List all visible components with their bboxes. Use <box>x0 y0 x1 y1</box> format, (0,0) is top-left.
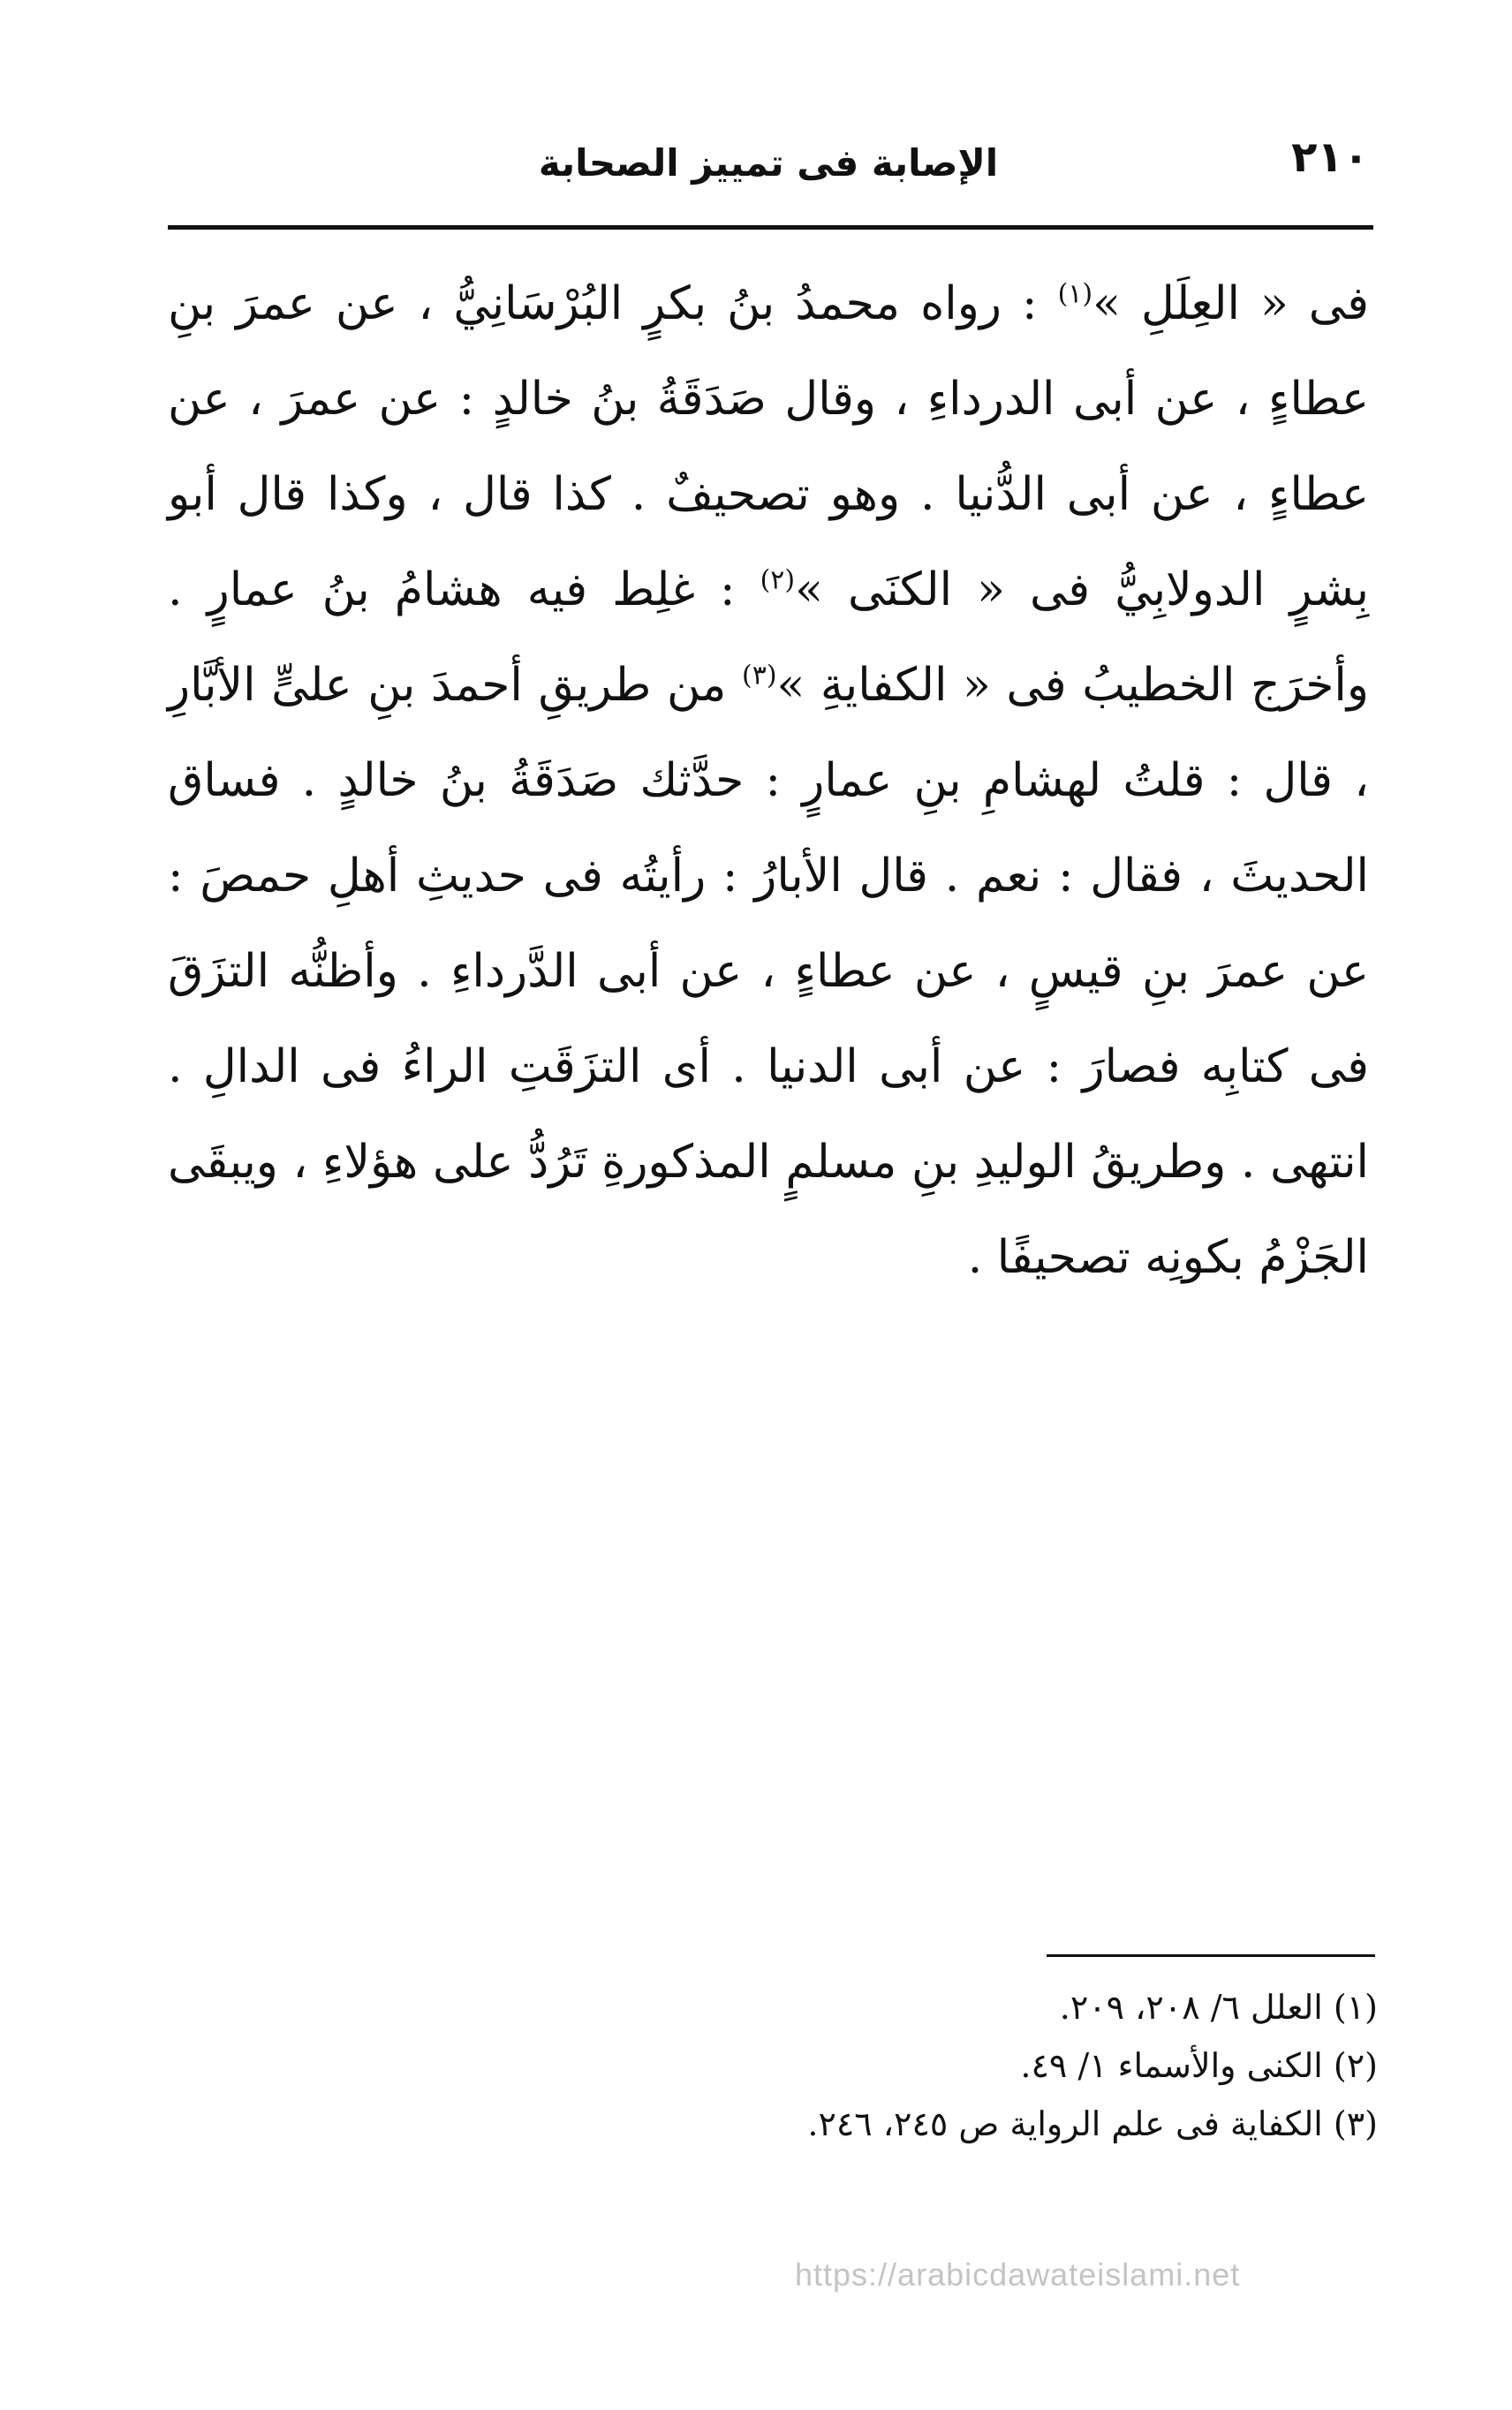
footnote-ref-1: (١) <box>1057 278 1093 310</box>
footnote-ref-3: (٣) <box>741 660 777 691</box>
body-segment-2: : رواه محمدُ بنُ بكرٍ البُرْسَانِيُّ ، عن عمرَ بنِ عطاءٍ ، عن أبى الدرداءِ ، وقال صَدَقَةُ بنُ خالدٍ : عن عمرَ ، عن عطاءٍ ، عن أبى الدُّنيا . وهو تصحيفٌ . كذا قال ، وكذا قال أبو بِشرٍ الدولابِيُّ فى « الكنَى » <box>168 277 1369 616</box>
watermark: https://arabicdawateislami.net <box>795 2256 1241 2293</box>
page-header <box>168 132 1369 203</box>
main-text <box>168 256 1369 1305</box>
footnotes <box>168 1978 1378 2153</box>
footnote-1: (١) العلل ٦/ ٢٠٨، ٢٠٩. <box>1059 1988 1378 2027</box>
footnote-rule <box>1047 1954 1375 1957</box>
footnote-3: (٣) الكفاية فى علم الرواية ص ٢٤٥، ٢٤٦. <box>807 2104 1378 2143</box>
footnote-2: (٢) الكنى والأسماء ١/ ٤٩. <box>1020 2046 1378 2085</box>
footnote-ref-2: (٢) <box>760 564 796 596</box>
body-segment-3: : غلِط فيه هشامُ بنُ عمارٍ . وأخرَج الخطيبُ فى « الكفايةِ » <box>168 563 1369 712</box>
running-title: الإصابة فى تمييز الصحابة <box>538 141 999 185</box>
body-segment-4: من طريقِ أحمدَ بنِ علىٍّ الأبَّارِ ، قال : قلتُ لهشامِ بنِ عمارٍ : حدَّثك صَدَقَةُ بنُ خالدٍ . فساق الحديثَ ، فقال : نعم . قال الأبارُ : رأيتُه فى حديثِ أهلِ حمصَ : عن عمرَ بنِ قيسٍ ، عن عطاءٍ ، عن أبى الدَّرداءِ . وأظنُّه التزَقَ فى كتابِه فصارَ : عن أبى الدنيا . أى التزَقَتِ الراءُ فى الدالِ . انتهى . وطريقُ الوليدِ بنِ مسلمٍ المذكورةِ تَرُدُّ على هؤلاءِ ، ويبقَى الجَزْمُ بكونِه تصحيفًا . <box>168 659 1369 1284</box>
header-rule <box>168 225 1373 230</box>
page-number: ٢١٠ <box>1291 132 1369 182</box>
body-segment-1: فى « العِلَلِ » <box>1092 277 1370 330</box>
